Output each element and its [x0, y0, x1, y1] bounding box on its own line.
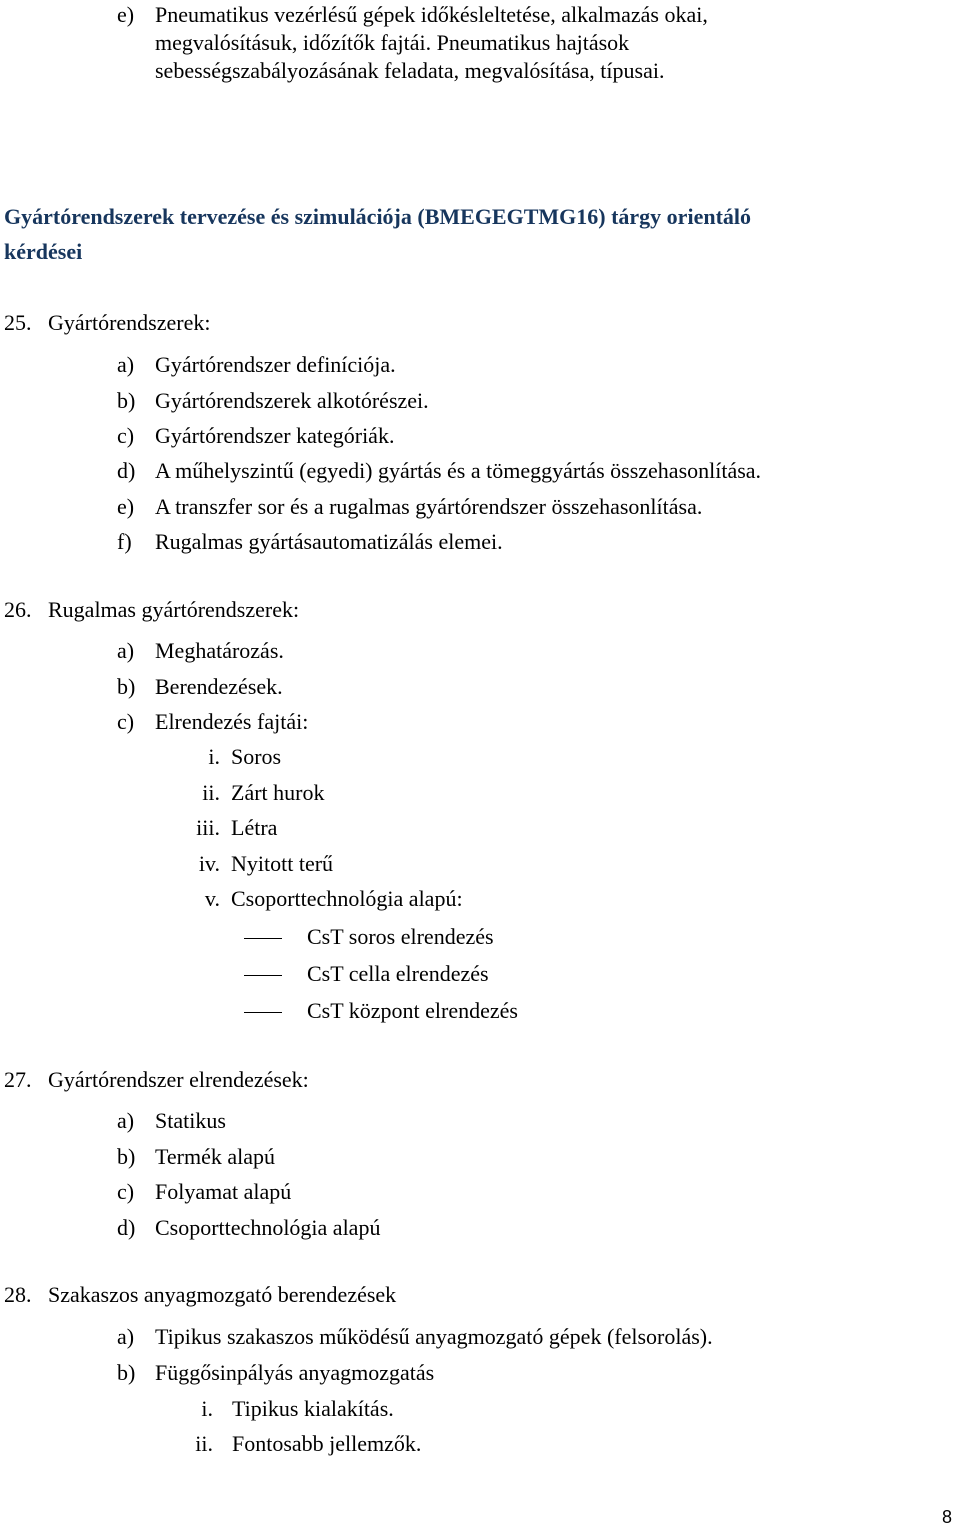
text-line: sebességszabályozásának feladata, megvalósítása, típusai.: [155, 58, 665, 83]
dash-bullet-icon: [244, 938, 282, 939]
list-marker: a): [117, 1108, 135, 1133]
list-item: Folyamat alapú: [155, 1179, 292, 1204]
list-marker: a): [117, 638, 135, 663]
question-title: Szakaszos anyagmozgató berendezések: [48, 1282, 397, 1307]
list-marker: b): [117, 388, 136, 413]
question-number: 25.: [4, 310, 32, 335]
sublist-item: Nyitott terű: [231, 851, 334, 876]
list-item: Függősinpályás anyagmozgatás: [155, 1360, 435, 1385]
list-item: Statikus: [155, 1108, 226, 1133]
list-marker: a): [117, 352, 135, 377]
list-item: Gyártórendszer definíciója.: [155, 352, 396, 377]
list-marker: d): [117, 458, 136, 483]
list-item: Tipikus szakaszos működésű anyagmozgató gépek (felsorolás).: [155, 1324, 713, 1349]
sublist-marker: ii.: [202, 780, 220, 805]
dash-bullet-icon: [244, 975, 282, 976]
list-item: Rugalmas gyártásautomatizálás elemei.: [155, 529, 503, 554]
sublist-marker: i.: [208, 744, 220, 769]
list-item: Meghatározás.: [155, 638, 284, 663]
list-item: A műhelyszintű (egyedi) gyártás és a tömeggyártás összehasonlítása.: [155, 458, 762, 483]
list-marker: e): [117, 494, 135, 519]
question-title: Gyártórendszerek:: [48, 310, 211, 335]
sublist-marker: i.: [201, 1396, 213, 1421]
sublist-item: Tipikus kialakítás.: [232, 1396, 394, 1421]
question-number: 27.: [4, 1067, 32, 1092]
dash-bullet-icon: [244, 1012, 282, 1013]
list-marker: b): [117, 1144, 136, 1169]
text-line: Pneumatikus vezérlésű gépek időkésleltetése, alkalmazás okai,: [155, 2, 708, 27]
page-number: 8: [942, 1507, 953, 1527]
list-marker: c): [117, 1179, 135, 1204]
sublist-marker: ii.: [195, 1431, 213, 1456]
sublist-marker: iv.: [198, 851, 220, 876]
dash-list-item: CsT soros elrendezés: [307, 924, 494, 949]
list-marker: c): [117, 709, 135, 734]
list-marker: e): [117, 2, 135, 27]
question-number: 26.: [4, 597, 32, 622]
section-heading: Gyártórendszerek tervezése és szimulációja (BMEGEGTMG16) tárgy orientáló: [4, 204, 752, 229]
list-marker: a): [117, 1324, 135, 1349]
sublist-item: Létra: [231, 815, 278, 840]
list-marker: c): [117, 423, 135, 448]
list-item: Elrendezés fajtái:: [155, 709, 309, 734]
list-item: Csoporttechnológia alapú: [155, 1215, 381, 1240]
sublist-item: Soros: [231, 744, 282, 769]
text-line: megvalósításuk, időzítők fajtái. Pneumatikus hajtások: [155, 30, 630, 55]
dash-list-item: CsT központ elrendezés: [307, 998, 518, 1023]
sublist-item: Csoporttechnológia alapú:: [231, 886, 463, 911]
list-item: A transzfer sor és a rugalmas gyártórendszer összehasonlítása.: [155, 494, 703, 519]
sublist-marker: iii.: [196, 815, 220, 840]
list-marker: b): [117, 674, 136, 699]
list-item: Gyártórendszer kategóriák.: [155, 423, 395, 448]
question-title: Rugalmas gyártórendszerek:: [48, 597, 300, 622]
dash-list-item: CsT cella elrendezés: [307, 961, 489, 986]
list-marker: b): [117, 1360, 136, 1385]
question-number: 28.: [4, 1282, 32, 1307]
section-heading-continued: kérdései: [4, 239, 83, 264]
question-title: Gyártórendszer elrendezések:: [48, 1067, 309, 1092]
list-item: Berendezések.: [155, 674, 283, 699]
list-item: Termék alapú: [155, 1144, 276, 1169]
sublist-item: Zárt hurok: [231, 780, 325, 805]
list-item: Gyártórendszerek alkotórészei.: [155, 388, 429, 413]
list-marker: d): [117, 1215, 136, 1240]
sublist-item: Fontosabb jellemzők.: [232, 1431, 422, 1456]
sublist-marker: v.: [204, 886, 220, 911]
list-marker: f): [117, 529, 132, 554]
